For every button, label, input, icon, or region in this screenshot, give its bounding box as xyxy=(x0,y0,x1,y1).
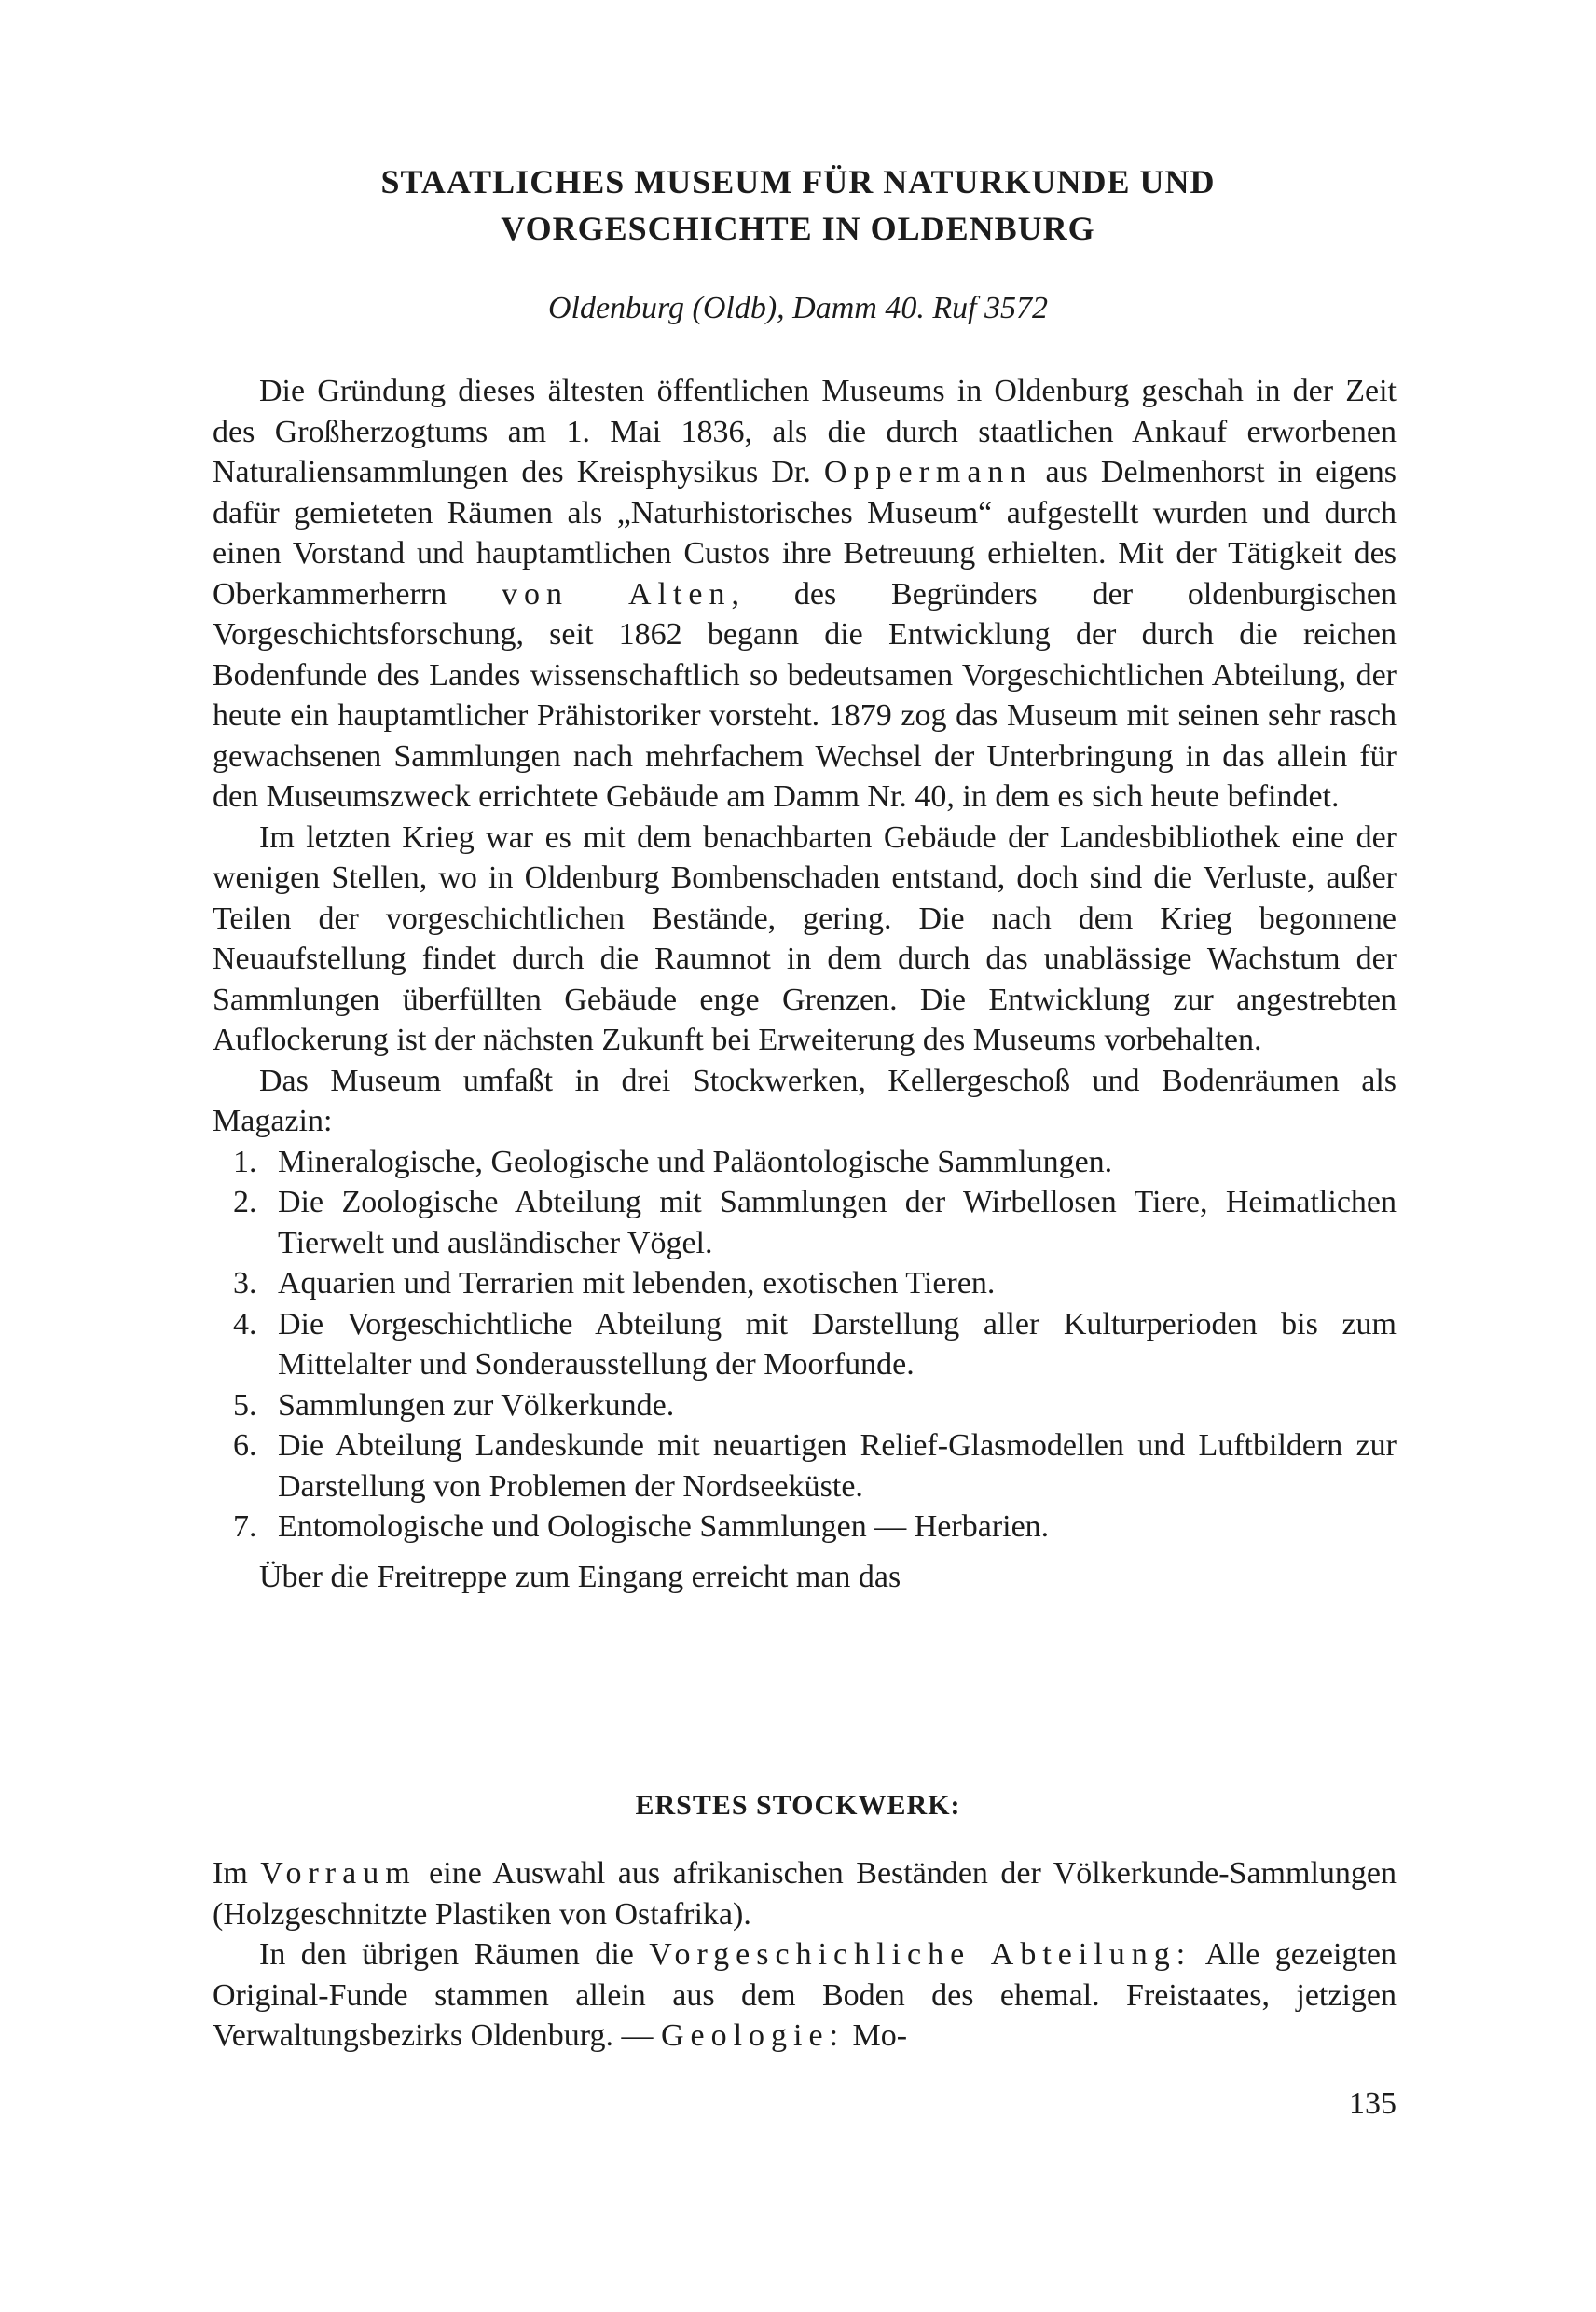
term-vorraum: Vorraum xyxy=(260,1856,417,1891)
list-item xyxy=(213,1142,1396,1183)
list-number: 1. xyxy=(233,1144,257,1179)
main-text xyxy=(213,371,1396,1597)
list-item xyxy=(213,1507,1396,1548)
intro-paragraph-2: Im letzten Krieg war es mit dem benachbarten Gebäude der Landesbibliothek eine der wenigen Stellen, wo in Oldenburg Bombenschaden entstand, doch sind die Verluste, außer Teilen der vorgeschichtlichen Bestände, gering. Die nach dem Krieg begonnene Neuaufstellung findet durch die Raumnot in dem durch das unablässige Wachstum der Sammlungen überfüllten Gebäude enge Grenzen. Die Entwicklung zur angestrebten Auflockerung ist der nächsten Zukunft bei Erweiterung des Museums vorbehalten. xyxy=(213,819,1396,1057)
list-text: Die Abteilung Landeskunde mit neuartigen Relief-Glasmodellen und Luftbildern zur Darstellung von Problemen der Nordseeküste. xyxy=(278,1428,1396,1504)
entrance-sentence: Über die Freitreppe zum Eingang erreicht man das xyxy=(259,1559,901,1594)
intro-paragraph-3: Das Museum umfaßt in drei Stockwerken, Kellergeschoß und Bodenräumen als Magazin: xyxy=(213,1063,1396,1138)
list-text: Aquarien und Terrarien mit lebenden, exotischen Tieren. xyxy=(278,1266,996,1300)
page-title xyxy=(0,158,1596,252)
section-heading: ERSTES STOCKWERK: xyxy=(635,1790,961,1821)
floor-text xyxy=(213,1853,1396,2057)
list-text: Die Vorgeschichtliche Abteilung mit Darstellung aller Kulturperioden bis zum Mittelalter und Sonderausstellung der Moorfunde. xyxy=(278,1306,1396,1382)
term-geologie: Geologie: xyxy=(660,2018,846,2053)
list-text: Mineralogische, Geologische und Paläontologische Sammlungen. xyxy=(278,1144,1113,1179)
page-number: 135 xyxy=(1349,2086,1396,2121)
list-text: Die Zoologische Abteilung mit Sammlungen der Wirbellosen Tiere, Heimatlichen Tierwelt und ausländischer Vögel. xyxy=(278,1185,1396,1260)
title-line-1: STAATLICHES MUSEUM FÜR NATURKUNDE UND xyxy=(380,163,1216,200)
floor-paragraph-2: In den übrigen Räumen die Vorgeschichliche Abteilung: Alle gezeigten Original-Funde stammen allein aus dem Boden des ehemal. Freistaates, jetzigen Verwaltungsbezirks Oldenburg. — Geologie: Mo- xyxy=(213,1937,1396,2053)
list-item xyxy=(213,1385,1396,1426)
list-number: 6. xyxy=(233,1428,257,1463)
list-item xyxy=(213,1304,1396,1385)
list-text: Entomologische und Oologische Sammlungen — Herbarien. xyxy=(278,1509,1050,1544)
list-number: 3. xyxy=(233,1266,257,1300)
intro-paragraph-1: Die Gründung dieses ältesten öffentlichen Museums in Oldenburg geschah in der Zeit des Großherzogtums am 1. Mai 1836, als die durch staatlichen Ankauf erworbenen Naturaliensammlungen des Kreisphysikus Dr. Oppermann aus Delmenhorst in eigens dafür gemieteten Räumen als „Naturhistorisches Museum“ aufgestellt wurden und durch einen Vorstand und hauptamtlichen Custos ihre Betreuung erhielten. Mit der Tätigkeit des Oberkammerherrn von Alten, des Begründers der oldenburgischen Vorgeschichtsforschung, seit 1862 begann die Entwicklung der durch die reichen Bodenfunde des Landes wissenschaftlich so bedeutsamen Vorgeschichtlichen Abteilung, der heute ein hauptamtlicher Prähistoriker vorsteht. 1879 zog das Museum mit seinen sehr rasch gewachsenen Sammlungen nach mehrfachem Wechsel der Unterbringung in das allein für den Museumszweck errichtete Gebäude am Damm Nr. 40, in dem es sich heute befindet. xyxy=(213,374,1397,814)
list-item xyxy=(213,1425,1396,1507)
list-number: 5. xyxy=(233,1387,257,1423)
list-number: 7. xyxy=(233,1509,257,1544)
title-line-2: VORGESCHICHTE IN OLDENBURG xyxy=(501,210,1095,247)
term-vorgeschichtliche-abteilung: Vorgeschichliche Abteilung: xyxy=(649,1937,1192,1972)
list-number: 2. xyxy=(233,1185,257,1219)
name-oppermann: Oppermann xyxy=(823,455,1033,489)
name-von-alten: von Alten xyxy=(501,576,732,612)
collections-list xyxy=(213,1142,1396,1548)
list-item xyxy=(213,1263,1396,1304)
address-line: Oldenburg (Oldb), Damm 40. Ruf 3572 xyxy=(547,291,1049,325)
list-text: Sammlungen zur Völkerkunde. xyxy=(278,1387,675,1423)
list-number: 4. xyxy=(233,1306,257,1342)
list-item xyxy=(213,1182,1396,1263)
floor-paragraph-1: Im Vorraum eine Auswahl aus afrikanischen Beständen der Völkerkunde-Sammlungen (Holzgeschnitzte Plastiken von Ostafrika). xyxy=(213,1856,1396,1932)
